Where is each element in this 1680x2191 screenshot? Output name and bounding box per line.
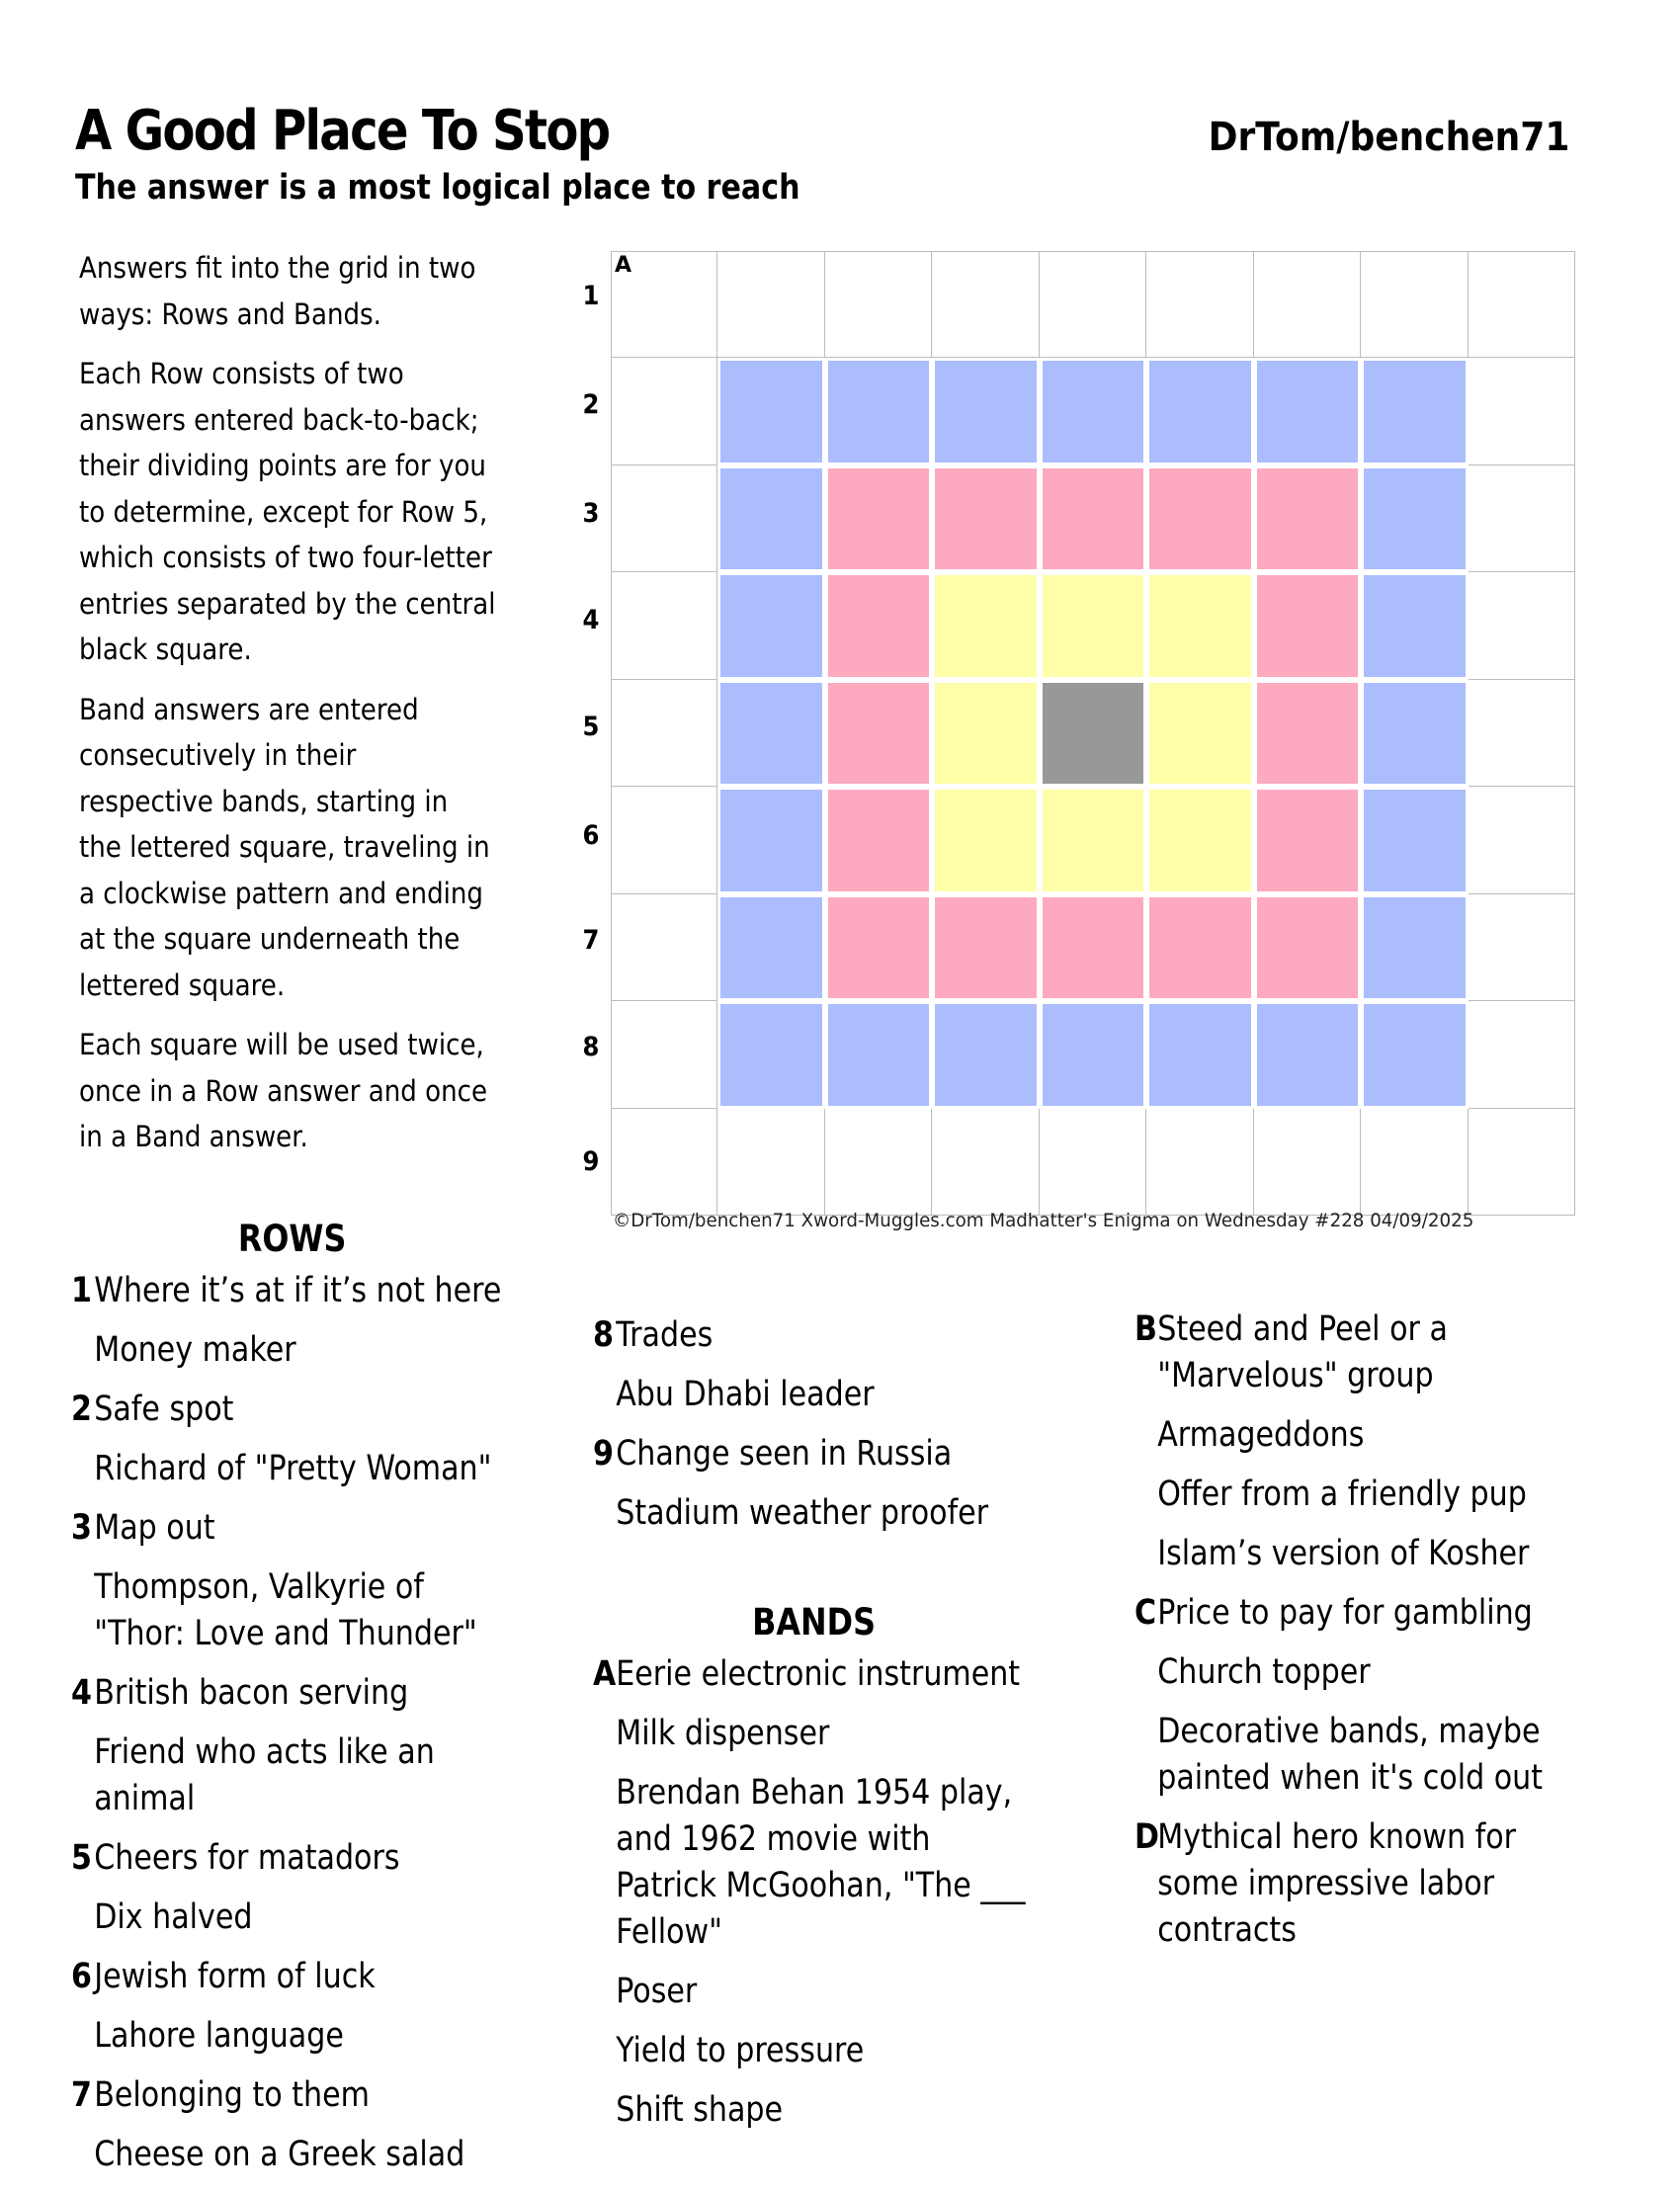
row-clue-number: 1 (71, 1271, 92, 1310)
band-clue-text: Brendan Behan 1954 play, and 1962 movie with Patrick McGoohan, "The ___ Fellow" (616, 1773, 1026, 1952)
bands-column-continued (1134, 1306, 1593, 1967)
grid-cell[interactable] (1040, 572, 1146, 679)
grid-cell[interactable] (1040, 358, 1146, 464)
row-clue (71, 1387, 513, 1433)
page-subtitle: The answer is a most logical place to reach (75, 168, 800, 208)
grid-cell[interactable] (932, 465, 1039, 572)
grid-cell[interactable] (1254, 572, 1361, 679)
grid-cell[interactable] (825, 680, 932, 787)
grid-cell[interactable] (611, 680, 717, 787)
bands-heading: BANDS (752, 1601, 877, 1643)
row-clue (593, 1431, 1035, 1477)
row-clue-text: Lahore language (94, 2016, 344, 2056)
row-clue (593, 1312, 1035, 1359)
row-clue (71, 2072, 513, 2119)
author-credit: DrTom/benchen71 (1208, 115, 1569, 160)
row-clue (71, 1954, 513, 2000)
grid-cell[interactable] (825, 251, 932, 358)
row-clue-text: Where it’s at if it’s not here (94, 1271, 502, 1310)
row-clue-text: Cheers for matadors (94, 1838, 400, 1878)
grid-cell[interactable] (1146, 251, 1253, 358)
row-clue-text: Jewish form of luck (94, 1957, 376, 1996)
rows-column (71, 1218, 513, 2191)
grid-cell[interactable] (932, 894, 1039, 1001)
grid-cell[interactable] (1146, 465, 1253, 572)
row-clue-text: Abu Dhabi leader (616, 1375, 875, 1414)
grid-cell[interactable] (611, 358, 717, 464)
grid-cell[interactable] (611, 572, 717, 679)
grid-cell[interactable] (1469, 894, 1575, 1001)
grid-cell[interactable] (1469, 1109, 1575, 1216)
row-number: 3 (582, 498, 600, 529)
row-clue-number: 5 (71, 1838, 92, 1878)
band-clue (1134, 1472, 1593, 1518)
grid-cell[interactable] (1361, 465, 1468, 572)
grid-cell[interactable] (1361, 1001, 1468, 1108)
grid-cell[interactable] (1146, 1001, 1253, 1108)
row-clue (71, 1327, 513, 1374)
grid-cell[interactable] (1361, 358, 1468, 464)
band-clue-text: Milk dispenser (616, 1714, 830, 1753)
grid-cell[interactable] (717, 680, 824, 787)
band-clue-text: Eerie electronic instrument (616, 1654, 1021, 1694)
grid-cell[interactable] (825, 358, 932, 464)
grid-cell[interactable] (717, 894, 824, 1001)
row-number: 1 (582, 281, 600, 311)
band-clue-text: Mythical hero known for some impressive labor contracts (1157, 1817, 1517, 1950)
instruction-paragraph: Answers fit into the grid in two ways: Rows and Bands. (79, 251, 476, 331)
grid-cell[interactable] (1254, 251, 1361, 358)
row-number: 9 (582, 1146, 600, 1177)
grid-cell[interactable] (1361, 894, 1468, 1001)
grid-cell[interactable] (1146, 787, 1253, 893)
grid-cell[interactable] (932, 1109, 1039, 1216)
band-clue-text: Price to pay for gambling (1157, 1593, 1533, 1633)
row-number: 8 (582, 1032, 600, 1062)
grid-cell[interactable] (611, 251, 717, 358)
grid-cell[interactable] (611, 1109, 717, 1216)
grid-cell[interactable] (611, 894, 717, 1001)
row-clue-number: 3 (71, 1508, 92, 1548)
row-clue-text: Trades (616, 1315, 714, 1355)
grid-cell[interactable] (825, 1001, 932, 1108)
grid-cell[interactable] (1469, 251, 1575, 358)
band-clue (1134, 1590, 1593, 1637)
band-clue-text: Islam’s version of Kosher (1157, 1534, 1530, 1573)
band-clue (1134, 1814, 1593, 1954)
grid-cell[interactable] (1040, 251, 1146, 358)
grid-cell[interactable] (1469, 680, 1575, 787)
grid-cell[interactable] (1040, 465, 1146, 572)
rows-heading: ROWS (237, 1218, 347, 1260)
row-clue (71, 1268, 513, 1314)
band-clue-text: Decorative bands, maybe painted when it's cold out (1157, 1712, 1544, 1798)
grid-cell[interactable] (1361, 680, 1468, 787)
copyright-line: ©DrTom/benchen71 Xword-Muggles.com Madhatter's Enigma on Wednesday #228 04/09/2025 (613, 1210, 1474, 1231)
row-clue-text: Richard of "Pretty Woman" (94, 1449, 492, 1488)
grid-cell[interactable] (717, 1109, 824, 1216)
row-number: 4 (582, 605, 600, 635)
grid-cell[interactable] (717, 572, 824, 679)
grid-cell[interactable] (717, 465, 824, 572)
grid-cell[interactable] (1469, 787, 1575, 893)
band-clue-letter: D (1134, 1817, 1159, 1857)
row-clue-text: Safe spot (94, 1390, 234, 1429)
band-clue (593, 2087, 1035, 2134)
grid-cell[interactable] (932, 680, 1039, 787)
instruction-paragraph: Each Row consists of two answers entered back-to-back; their dividing points are for you to determine, except for Row 5, which consists of two four-letter entries separated by the central black square. (79, 357, 496, 666)
grid-cell[interactable] (1361, 251, 1468, 358)
grid-cell[interactable] (717, 358, 824, 464)
instruction-paragraph: Each square will be used twice, once in a Row answer and once in a Band answer. (79, 1028, 488, 1153)
row-clue-number: 4 (71, 1673, 92, 1713)
row-clue-text: Thompson, Valkyrie of "Thor: Love and Thunder" (94, 1567, 477, 1653)
row-clue-text: Belonging to them (94, 2075, 370, 2115)
row-clue (71, 2013, 513, 2060)
row-clue (593, 1372, 1035, 1418)
grid-cell[interactable] (717, 787, 824, 893)
band-clue (593, 1711, 1035, 1757)
grid-cell[interactable] (1254, 680, 1361, 787)
band-clue (1134, 1531, 1593, 1577)
grid-cell[interactable] (1254, 358, 1361, 464)
grid-cell[interactable] (1469, 465, 1575, 572)
grid-cell[interactable] (1040, 1001, 1146, 1108)
grid-cell[interactable] (932, 358, 1039, 464)
grid-cell[interactable] (932, 251, 1039, 358)
row-clue-text: Change seen in Russia (616, 1434, 953, 1474)
grid-cell[interactable] (1469, 1001, 1575, 1108)
grid-black-square (1040, 680, 1146, 787)
row-clue-number: 6 (71, 1957, 92, 1996)
row-clue (71, 1670, 513, 1717)
band-clue (593, 1651, 1035, 1698)
instruction-paragraph: Band answers are entered consecutively in their respective bands, starting in the lettered square, traveling in a clockwise pattern and ending at the square underneath the lettered square. (79, 692, 490, 1002)
band-clue-letter: C (1134, 1593, 1157, 1633)
band-clue-text: Steed and Peel or a "Marvelous" group (1157, 1309, 1448, 1395)
row-clue-number: 2 (71, 1390, 92, 1429)
grid-cell[interactable] (932, 572, 1039, 679)
row-clue (593, 1490, 1035, 1537)
row-clue-text: Stadium weather proofer (616, 1493, 989, 1533)
grid-cell[interactable] (825, 572, 932, 679)
row-number: 5 (582, 712, 600, 742)
row-clue-number: 9 (593, 1434, 614, 1474)
grid-cell[interactable] (932, 787, 1039, 893)
row-clue-number: 7 (71, 2075, 92, 2115)
row-clue-text: Money maker (94, 1330, 296, 1370)
grid-cell[interactable] (1361, 572, 1468, 679)
row-clue (71, 1505, 513, 1552)
band-clue (1134, 1306, 1593, 1399)
rows-column-continued (593, 1312, 1035, 1550)
grid-cell[interactable] (1469, 358, 1575, 464)
grid-cell[interactable] (717, 1001, 824, 1108)
grid-cell[interactable] (611, 465, 717, 572)
band-clue-text: Church topper (1157, 1652, 1371, 1692)
grid-cell[interactable] (1040, 1109, 1146, 1216)
band-clue (1134, 1709, 1593, 1802)
band-clue (593, 1770, 1035, 1956)
grid-cell[interactable] (1254, 1001, 1361, 1108)
row-clue (71, 1835, 513, 1882)
grid-cell[interactable] (1146, 358, 1253, 464)
band-clue (593, 2028, 1035, 2074)
grid-cell[interactable] (825, 787, 932, 893)
row-clue-text: Cheese on a Greek salad (94, 2135, 465, 2174)
grid-cell[interactable] (1254, 1109, 1361, 1216)
band-clue (593, 1969, 1035, 2015)
band-clue-text: Poser (616, 1972, 698, 2011)
grid-cell[interactable] (1040, 894, 1146, 1001)
grid-cell[interactable] (1146, 1109, 1253, 1216)
grid-cell[interactable] (1254, 894, 1361, 1001)
band-clue-text: Offer from a friendly pup (1157, 1475, 1527, 1514)
bands-column (593, 1601, 1035, 2147)
grid-cell[interactable] (1361, 787, 1468, 893)
row-clue (71, 1895, 513, 1941)
grid-cell[interactable] (1040, 787, 1146, 893)
grid-cell[interactable] (825, 894, 932, 1001)
instructions (79, 245, 497, 1174)
grid-cell[interactable] (1254, 465, 1361, 572)
row-clue (71, 2132, 513, 2178)
band-clue-text: Shift shape (616, 2090, 784, 2130)
band-clue-text: Armageddons (1157, 1415, 1365, 1455)
row-clue-text: Dix halved (94, 1897, 253, 1937)
row-clue-text: British bacon serving (94, 1673, 409, 1713)
page-title: A Good Place To Stop (75, 99, 610, 163)
grid-cell[interactable] (932, 1001, 1039, 1108)
row-clue (71, 1564, 513, 1657)
row-number: 6 (582, 820, 600, 851)
grid-cell[interactable] (611, 1001, 717, 1108)
grid-cell[interactable] (825, 1109, 932, 1216)
crossword-grid (611, 251, 1575, 1216)
row-clue (71, 1729, 513, 1822)
row-number: 7 (582, 925, 600, 956)
band-clue (1134, 1649, 1593, 1696)
grid-cell[interactable] (825, 465, 932, 572)
row-clue-text: Map out (94, 1508, 215, 1548)
row-clue-text: Friend who acts like an animal (94, 1732, 435, 1818)
grid-cell[interactable] (717, 251, 824, 358)
row-number: 2 (582, 389, 600, 420)
cell-letter-label: A (615, 253, 632, 278)
grid-cell[interactable] (1146, 894, 1253, 1001)
grid-cell[interactable] (1254, 787, 1361, 893)
band-clue (1134, 1412, 1593, 1459)
row-clue-number: 8 (593, 1315, 614, 1355)
row-clue (71, 1446, 513, 1492)
grid-cell[interactable] (611, 787, 717, 893)
band-clue-letter: A (593, 1654, 617, 1694)
band-clue-letter: B (1134, 1309, 1157, 1349)
grid-cell[interactable] (1146, 572, 1253, 679)
band-clue-text: Yield to pressure (616, 2031, 865, 2070)
grid-cell[interactable] (1146, 680, 1253, 787)
grid-cell[interactable] (1469, 572, 1575, 679)
grid-cell[interactable] (1361, 1109, 1468, 1216)
